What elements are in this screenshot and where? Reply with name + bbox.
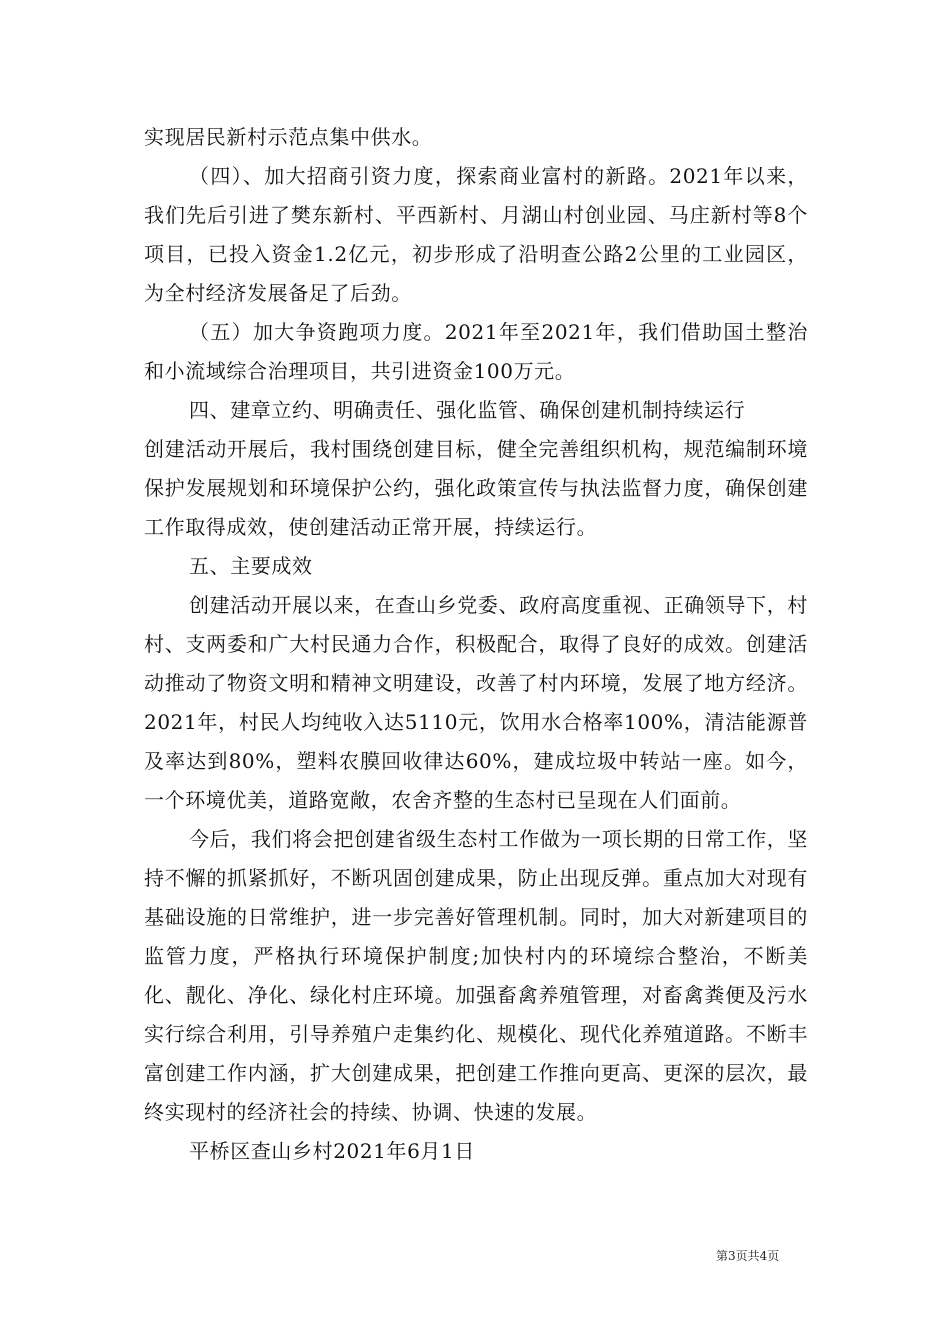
signature-date: 平桥区查山乡村2021年6月1日 <box>189 1139 475 1163</box>
document-body <box>144 118 808 1171</box>
paragraph-future-plans: 今后，我们将会把创建省级生态村工作做为一项长期的日常工作，坚持不懈的抓紧抓好，不断巩固创建成果，防止出现反弹。重点加大对现有基础设施的日常维护，进一步完善好管理机制。同时，加大对新建项目的监管力度，严格执行环境保护制度;加快村内的环境综合整治，不断美化、靓化、净化、绿化村庄环境。加强畜禽养殖管理，对畜禽粪便及污水实行综合利用，引导养殖户走集约化、规模化、现代化养殖道路。不断丰富创建工作内涵，扩大创建成果，把创建工作推向更高、更深的层次，最终实现村的经济社会的持续、协调、快速的发展。 <box>144 827 808 1124</box>
heading-section-four: 四、建章立约、明确责任、强化监管、确保创建机制持续运行 <box>189 398 746 422</box>
heading-section-five: 五、主要成效 <box>189 554 313 578</box>
paragraph-results: 创建活动开展以来，在查山乡党委、政府高度重视、正确领导下，村村、支两委和广大村民通力合作，积极配合，取得了良好的成效。创建活动推动了物资文明和精神文明建设，改善了村内环境，发展了地方经济。2021年，村民人均纯收入达5110元，饮用水合格率100%，清洁能源普及率达到80%，塑料农膜回收律达60%，建成垃圾中转站一座。如今，一个环境优美，道路宽敞，农舍齐整的生态村已呈现在人们面前。 <box>144 593 808 812</box>
paragraph-section-five-funding: （五）加大争资跑项力度。2021年至2021年，我们借助国土整治和小流域综合治理项目，共引进资金100万元。 <box>144 320 808 383</box>
page-number-footer: 第3页共4页 <box>716 1249 780 1263</box>
paragraph-section-four-investment: （四）、加大招商引资力度，探索商业富村的新路。2021年以来，我们先后引进了樊东新村、平西新村、月湖山村创业园、马庄新村等8个项目，已投入资金1.2亿元，初步形成了沿明查公路2公里的工业园区，为全村经济发展备足了后劲。 <box>144 164 808 305</box>
paragraph-mechanism: 创建活动开展后，我村围绕创建目标，健全完善组织机构，规范编制环境保护发展规划和环境保护公约，强化政策宣传与执法监督力度，确保创建工作取得成效，使创建活动正常开展，持续运行。 <box>144 437 808 539</box>
paragraph-continuation: 实现居民新村示范点集中供水。 <box>144 125 433 149</box>
